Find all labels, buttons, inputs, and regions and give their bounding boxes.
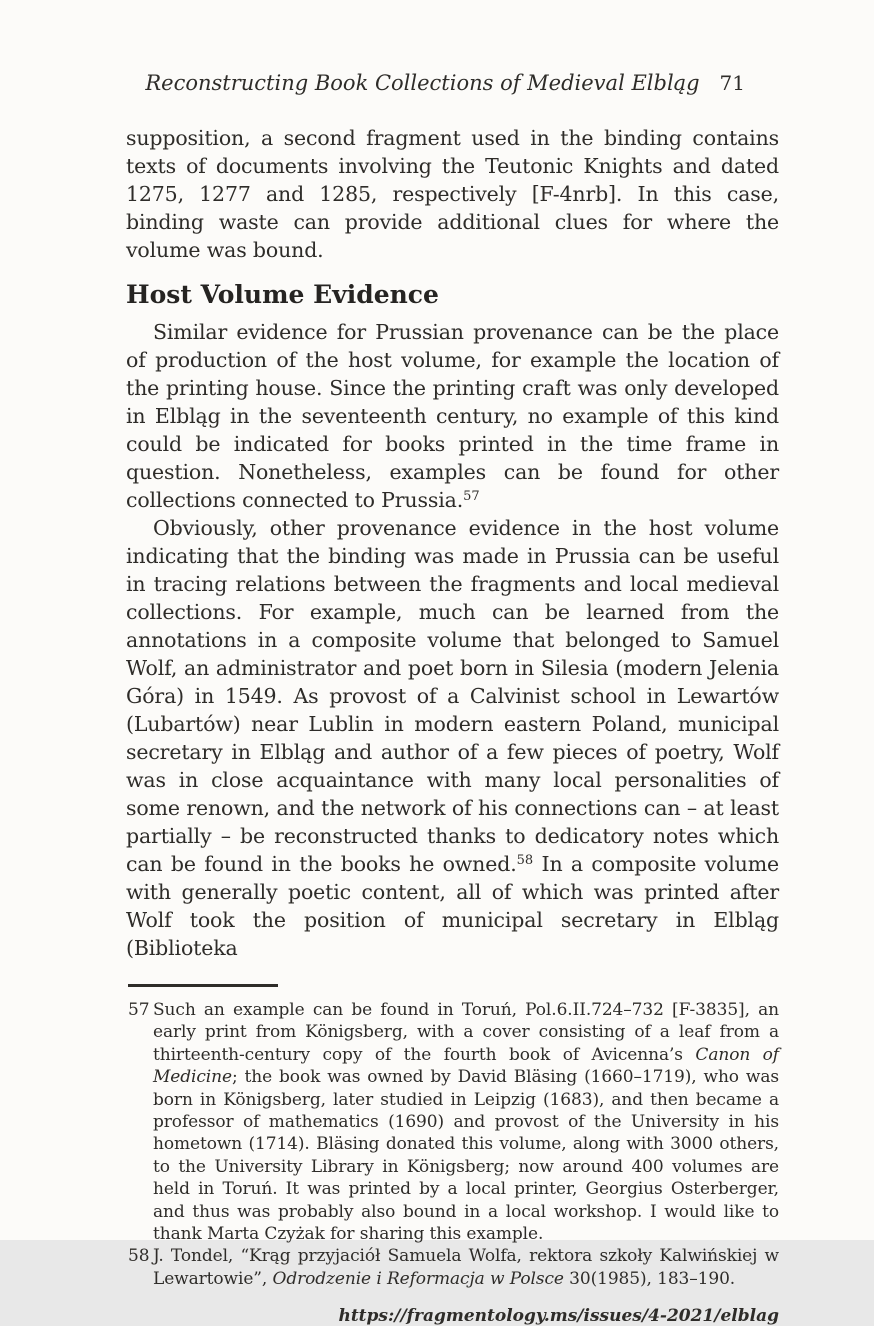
footnote-text-segment: ; the book was owned by David Bläsing (1660–1719), who was born in Königsberg, later studied in Leipzig (1683), and then became a professor of mathematics (1690) and provost of the University in his hometown (1714). Bläsing donated this volume, along with 3000 others, to the University Library in Königsberg; now around 400 volumes are held in Toruń. It was printed by a local printer, Georgius Osterberger, and thus was probably also bound in a local workshop. I would like to thank Marta Czyżak for sharing this example. [153, 1067, 779, 1245]
footnote-area [126, 984, 779, 1326]
page-number: 71 [719, 71, 745, 95]
footnote-58 [126, 1245, 779, 1290]
paragraph-continuation: supposition, a second fragment used in the binding contains texts of documents involving the Teutonic Knights and dated 1275, 1277 and 1285, respectively [F-4nrb]. In this case, binding waste can provide additional clues for where the volume was bound. [126, 126, 779, 262]
footnote-separator-rule [128, 984, 278, 987]
footnote-work-title: Canon of Medicine [153, 1044, 780, 1088]
paragraph [126, 514, 779, 962]
footnote-journal-title: Odrodzenie i Reformacja w Polsce [272, 1268, 564, 1289]
page-body [126, 124, 779, 962]
footnote-number: 57 [128, 1000, 150, 1020]
footnote-number: 58 [128, 1246, 150, 1267]
footnote-57 [126, 999, 779, 1245]
article-url[interactable]: https://fragmentology.ms/issues/4-2021/elblag [338, 1306, 779, 1326]
page-header [126, 70, 779, 100]
footnote-text-segment: Such an example can be found in Toruń, Pol.6.II.724–732 [F-3835], an early print from Königsberg, with a cover consisting of a leaf from a thirteenth-century copy of the fourth book of Avicenna’s [153, 1000, 779, 1065]
footnote-text-segment: 30(1985), 183–190. [563, 1268, 736, 1289]
article-url-line [126, 1306, 779, 1326]
running-title: Reconstructing Book Collections of Medieval Elbląg [145, 71, 700, 95]
footnote-text [153, 1246, 779, 1288]
paragraph-text: Obviously, other provenance evidence in the host volume indicating that the binding was made in Prussia can be useful in tracing relations between the fragments and local medieval collections. For example, much can be learned from the annotations in a composite volume that belonged to Samuel Wolf, an administrator and poet born in Silesia (modern Jelenia Góra) in 1549. As provost of a Calvinist school in Lewartów (Lubartów) near Lublin in modern eastern Poland, municipal secretary in Elbląg and author of a few pieces of poetry, Wolf was in close acquaintance with many local personalities of some renown, and the network of his connections can – at least partially – be reconstructed thanks to dedicatory notes which can be found in the books he owned. [126, 516, 779, 876]
footnote-text [153, 1000, 779, 1244]
footnote-list [126, 999, 779, 1290]
paragraph-text: Similar evidence for Prussian provenance can be the place of production of the host volume, for example the location of the printing house. Since the printing craft was only developed in Elbląg in the seventeenth century, no example of this kind could be indicated for books printed in the time frame in question. Nonetheless, examples can be found for other collections connected to Prussia. [126, 320, 779, 512]
section-heading: Host Volume Evidence [126, 280, 439, 309]
footnote-ref-58: 58 [516, 853, 534, 868]
paragraph [126, 318, 779, 514]
footnote-ref-57: 57 [463, 489, 480, 504]
footnote-text-segment: J. Tondel, “Krąg przyjaciół Samuela Wolfa, rektora szkoły Kalwińskiej w Lewartowie”, [153, 1246, 779, 1289]
paragraph-text: In a composite volume with generally poetic content, all of which was printed after Wolf took the position of municipal secretary in Elbląg (Biblioteka [126, 852, 779, 960]
